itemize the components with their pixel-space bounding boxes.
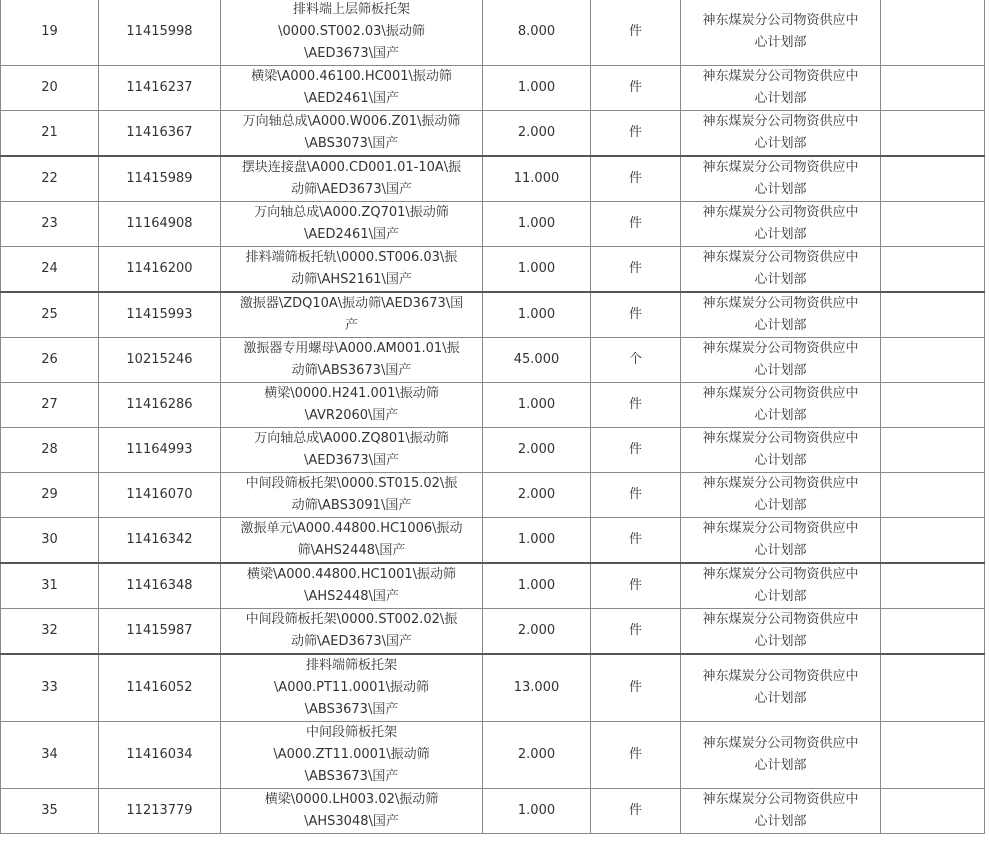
description-line: 中间段筛板托架\0000.ST015.02\振 (245, 476, 458, 491)
department-line: 心计划部 (754, 182, 807, 197)
department-cell (681, 156, 881, 202)
description-line: 动筛\ABS3673\国产 (291, 363, 412, 378)
table-row (1, 428, 985, 473)
material-code-cell: 11416286 (99, 383, 221, 428)
description-line: 万向轴总成\A000.ZQ801\振动筛 (254, 431, 449, 446)
remark-cell (881, 722, 985, 789)
material-code-cell: 11415998 (99, 0, 221, 66)
unit-cell: 件 (591, 0, 681, 66)
quantity-cell: 11.000 (483, 156, 591, 202)
department-line: 神东煤炭分公司物资供应中 (702, 669, 859, 684)
row-number-cell: 26 (1, 338, 99, 383)
table-row (1, 654, 985, 722)
remark-cell (881, 428, 985, 473)
row-number-cell: 32 (1, 609, 99, 655)
remark-cell (881, 609, 985, 655)
unit-cell: 件 (591, 518, 681, 564)
description-cell (221, 0, 483, 66)
quantity-cell: 2.000 (483, 111, 591, 157)
quantity-cell: 1.000 (483, 383, 591, 428)
remark-cell (881, 563, 985, 609)
department-line: 神东煤炭分公司物资供应中 (702, 386, 859, 401)
table-row (1, 518, 985, 564)
department-line: 心计划部 (754, 589, 807, 604)
department-line: 心计划部 (754, 634, 807, 649)
description-line: 万向轴总成\A000.W006.Z01\振动筛 (242, 114, 461, 129)
department-line: 神东煤炭分公司物资供应中 (702, 114, 859, 129)
quantity-cell: 1.000 (483, 789, 591, 834)
unit-cell: 件 (591, 247, 681, 293)
department-line: 心计划部 (754, 758, 807, 773)
material-code-cell: 11416052 (99, 654, 221, 722)
material-code-cell: 11416200 (99, 247, 221, 293)
material-code-cell: 11416348 (99, 563, 221, 609)
department-line: 心计划部 (754, 363, 807, 378)
remark-cell (881, 156, 985, 202)
row-number-cell: 31 (1, 563, 99, 609)
unit-cell: 件 (591, 473, 681, 518)
description-cell (221, 473, 483, 518)
description-line: 产 (344, 318, 358, 333)
unit-cell: 件 (591, 609, 681, 655)
unit-cell: 个 (591, 338, 681, 383)
quantity-cell: 45.000 (483, 338, 591, 383)
description-line: 横梁\A000.46100.HC001\振动筛 (251, 69, 452, 84)
department-line: 心计划部 (754, 498, 807, 513)
description-line: 中间段筛板托架\0000.ST002.02\振 (245, 612, 458, 627)
table-row (1, 292, 985, 338)
remark-cell (881, 338, 985, 383)
description-line: 激振器专用螺母\A000.AM001.01\振 (243, 341, 460, 356)
department-cell (681, 428, 881, 473)
material-code-cell: 11164908 (99, 202, 221, 247)
description-cell (221, 247, 483, 293)
description-line: 横梁\A000.44800.HC1001\振动筛 (246, 567, 457, 582)
quantity-cell: 1.000 (483, 247, 591, 293)
department-cell (681, 654, 881, 722)
material-code-cell: 11416237 (99, 66, 221, 111)
description-line: 动筛\AED3673\国产 (291, 634, 412, 649)
department-line: 神东煤炭分公司物资供应中 (702, 13, 859, 28)
quantity-cell: 1.000 (483, 202, 591, 247)
description-line: \ABS3673\国产 (304, 702, 399, 717)
description-cell (221, 428, 483, 473)
description-cell (221, 292, 483, 338)
department-line: 神东煤炭分公司物资供应中 (702, 521, 859, 536)
description-line: 筛\AHS2448\国产 (297, 543, 406, 558)
department-cell (681, 111, 881, 157)
table-row (1, 0, 985, 66)
department-cell (681, 338, 881, 383)
description-cell (221, 654, 483, 722)
department-cell (681, 0, 881, 66)
description-line: 摆块连接盘\A000.CD001.01-10A\振 (241, 160, 462, 175)
unit-cell: 件 (591, 156, 681, 202)
description-cell (221, 383, 483, 428)
department-line: 神东煤炭分公司物资供应中 (702, 250, 859, 265)
description-line: \A000.ZT11.0001\振动筛 (273, 747, 430, 762)
department-line: 神东煤炭分公司物资供应中 (702, 341, 859, 356)
unit-cell: 件 (591, 66, 681, 111)
department-line: 神东煤炭分公司物资供应中 (702, 160, 859, 175)
department-cell (681, 247, 881, 293)
unit-cell: 件 (591, 654, 681, 722)
department-line: 神东煤炭分公司物资供应中 (702, 736, 859, 751)
row-number-cell: 33 (1, 654, 99, 722)
department-line: 神东煤炭分公司物资供应中 (702, 431, 859, 446)
material-code-cell: 11415993 (99, 292, 221, 338)
description-line: 动筛\AHS2161\国产 (291, 272, 412, 287)
table-row (1, 789, 985, 834)
table-row (1, 111, 985, 157)
description-line: \AED3673\国产 (304, 46, 399, 61)
material-code-cell: 11415989 (99, 156, 221, 202)
description-cell (221, 66, 483, 111)
department-line: 神东煤炭分公司物资供应中 (702, 567, 859, 582)
description-line: 动筛\AED3673\国产 (291, 182, 412, 197)
quantity-cell: 1.000 (483, 563, 591, 609)
department-line: 心计划部 (754, 318, 807, 333)
row-number-cell: 35 (1, 789, 99, 834)
department-cell (681, 473, 881, 518)
unit-cell: 件 (591, 111, 681, 157)
department-cell (681, 563, 881, 609)
department-line: 心计划部 (754, 91, 807, 106)
unit-cell: 件 (591, 292, 681, 338)
description-line: 中间段筛板托架 (305, 725, 397, 740)
description-line: 动筛\ABS3091\国产 (291, 498, 412, 513)
row-number-cell: 30 (1, 518, 99, 564)
unit-cell: 件 (591, 722, 681, 789)
description-cell (221, 156, 483, 202)
table-body (1, 0, 985, 834)
description-line: \AED2461\国产 (304, 91, 399, 106)
description-line: \ABS3673\国产 (304, 769, 399, 784)
material-code-cell: 10215246 (99, 338, 221, 383)
department-line: 心计划部 (754, 408, 807, 423)
description-line: \AHS3048\国产 (304, 814, 399, 829)
row-number-cell: 34 (1, 722, 99, 789)
department-line: 心计划部 (754, 691, 807, 706)
quantity-cell: 1.000 (483, 66, 591, 111)
description-line: 激振单元\A000.44800.HC1006\振动 (240, 521, 463, 536)
department-cell (681, 383, 881, 428)
table-row (1, 473, 985, 518)
description-line: 排料端上层筛板托架 (292, 2, 410, 17)
remark-cell (881, 111, 985, 157)
description-line: 万向轴总成\A000.ZQ701\振动筛 (254, 205, 449, 220)
department-cell (681, 609, 881, 655)
quantity-cell: 2.000 (483, 473, 591, 518)
material-code-cell: 11415987 (99, 609, 221, 655)
description-line: \AED3673\国产 (304, 453, 399, 468)
description-line: \0000.ST002.03\振动筛 (278, 24, 425, 39)
description-line: 排料端筛板托轨\0000.ST006.03\振 (245, 250, 458, 265)
description-line: \ABS3073\国产 (304, 136, 399, 151)
department-line: 神东煤炭分公司物资供应中 (702, 792, 859, 807)
row-number-cell: 25 (1, 292, 99, 338)
description-cell (221, 111, 483, 157)
remark-cell (881, 518, 985, 564)
remark-cell (881, 66, 985, 111)
row-number-cell: 24 (1, 247, 99, 293)
quantity-cell: 1.000 (483, 518, 591, 564)
department-line: 心计划部 (754, 814, 807, 829)
description-cell (221, 202, 483, 247)
material-code-cell: 11416034 (99, 722, 221, 789)
description-line: \AVR2060\国产 (304, 408, 399, 423)
unit-cell: 件 (591, 202, 681, 247)
description-cell (221, 563, 483, 609)
department-line: 心计划部 (754, 453, 807, 468)
row-number-cell: 19 (1, 0, 99, 66)
department-line: 神东煤炭分公司物资供应中 (702, 69, 859, 84)
row-number-cell: 20 (1, 66, 99, 111)
row-number-cell: 22 (1, 156, 99, 202)
department-cell (681, 518, 881, 564)
table-row (1, 156, 985, 202)
row-number-cell: 27 (1, 383, 99, 428)
department-line: 神东煤炭分公司物资供应中 (702, 476, 859, 491)
department-line: 神东煤炭分公司物资供应中 (702, 612, 859, 627)
quantity-cell: 13.000 (483, 654, 591, 722)
table-row (1, 609, 985, 655)
department-cell (681, 722, 881, 789)
description-cell (221, 518, 483, 564)
description-line: 排料端筛板托架 (305, 658, 397, 673)
department-line: 神东煤炭分公司物资供应中 (702, 205, 859, 220)
remark-cell (881, 0, 985, 66)
department-cell (681, 66, 881, 111)
material-code-cell: 11416342 (99, 518, 221, 564)
department-line: 心计划部 (754, 136, 807, 151)
material-code-cell: 11416070 (99, 473, 221, 518)
material-code-cell: 11213779 (99, 789, 221, 834)
table-row (1, 247, 985, 293)
quantity-cell: 1.000 (483, 292, 591, 338)
description-cell (221, 722, 483, 789)
department-line: 神东煤炭分公司物资供应中 (702, 296, 859, 311)
row-number-cell: 21 (1, 111, 99, 157)
remark-cell (881, 383, 985, 428)
quantity-cell: 2.000 (483, 722, 591, 789)
description-line: 横梁\0000.H241.001\振动筛 (264, 386, 439, 401)
remark-cell (881, 202, 985, 247)
quantity-cell: 2.000 (483, 428, 591, 473)
description-cell (221, 609, 483, 655)
remark-cell (881, 247, 985, 293)
material-code-cell: 11164993 (99, 428, 221, 473)
department-cell (681, 789, 881, 834)
table-row (1, 383, 985, 428)
remark-cell (881, 292, 985, 338)
department-cell (681, 202, 881, 247)
unit-cell: 件 (591, 383, 681, 428)
unit-cell: 件 (591, 789, 681, 834)
department-line: 心计划部 (754, 35, 807, 50)
description-line: \AED2461\国产 (304, 227, 399, 242)
department-line: 心计划部 (754, 272, 807, 287)
department-line: 心计划部 (754, 543, 807, 558)
remark-cell (881, 654, 985, 722)
table-row (1, 66, 985, 111)
table-row (1, 338, 985, 383)
quantity-cell: 2.000 (483, 609, 591, 655)
description-line: 激振器\ZDQ10A\振动筛\AED3673\国 (239, 296, 464, 311)
material-code-cell: 11416367 (99, 111, 221, 157)
description-line: \A000.PT11.0001\振动筛 (273, 680, 430, 695)
unit-cell: 件 (591, 563, 681, 609)
row-number-cell: 29 (1, 473, 99, 518)
row-number-cell: 28 (1, 428, 99, 473)
row-number-cell: 23 (1, 202, 99, 247)
department-cell (681, 292, 881, 338)
remark-cell (881, 789, 985, 834)
quantity-cell: 8.000 (483, 0, 591, 66)
table-row (1, 202, 985, 247)
table-row (1, 722, 985, 789)
description-cell (221, 338, 483, 383)
description-line: 横梁\0000.LH003.02\振动筛 (264, 792, 439, 807)
remark-cell (881, 473, 985, 518)
department-line: 心计划部 (754, 227, 807, 242)
description-cell (221, 789, 483, 834)
description-line: \AHS2448\国产 (304, 589, 399, 604)
table-row (1, 563, 985, 609)
unit-cell: 件 (591, 428, 681, 473)
